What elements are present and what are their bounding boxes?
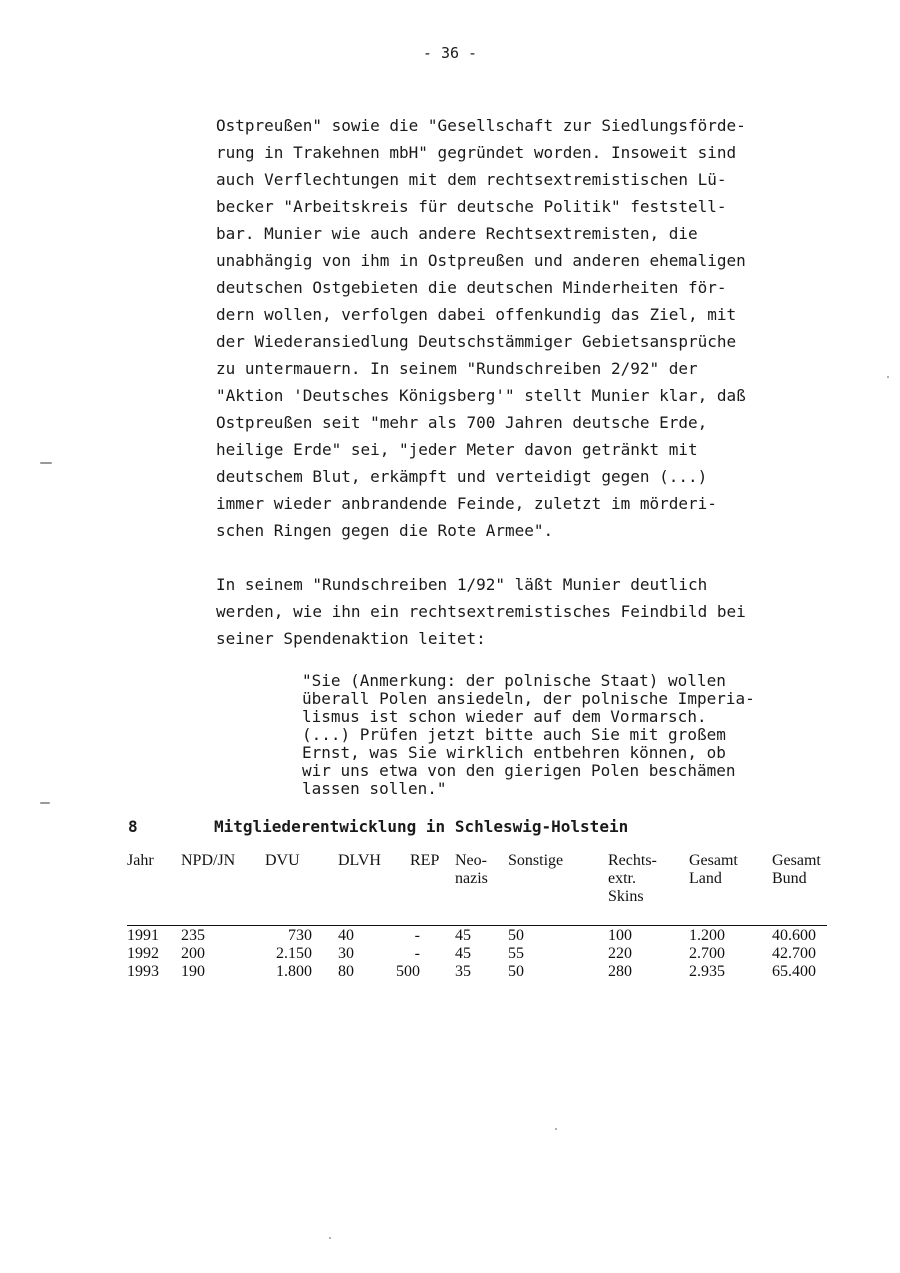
quote-line: (...) Prüfen jetzt bitte auch Sie mit großem: [302, 725, 726, 744]
cell-year: 1993: [127, 963, 159, 980]
text-line: rung in Trakehnen mbH" gegründet worden. Insoweit sind: [216, 143, 737, 162]
table-row: [127, 927, 837, 945]
column-header: Rechts- extr. Skins: [608, 852, 657, 905]
paragraph-1: [216, 112, 816, 544]
table-row: [127, 945, 837, 963]
column-header: DVU: [265, 852, 300, 869]
table-row: [127, 963, 837, 981]
column-header: Gesamt Bund: [772, 852, 821, 887]
text-line: zu untermauern. In seinem "Rundschreiben 2/92" der: [216, 359, 698, 378]
section-title: Mitgliederentwicklung in Schleswig-Holstein: [214, 817, 629, 836]
section-number: 8: [128, 817, 138, 836]
text-line: auch Verflechtungen mit dem rechtsextremistischen Lü-: [216, 170, 727, 189]
column-header: DLVH: [338, 852, 381, 869]
cell-gesamt-bund: 40.600: [772, 927, 816, 944]
column-header: Sonstige: [508, 852, 564, 869]
cell-neonazis: 35: [455, 963, 471, 980]
text-line: "Aktion 'Deutsches Königsberg'" stellt Munier klar, daß: [216, 386, 746, 405]
cell-neonazis: 45: [455, 945, 471, 962]
cell-sonstige: 50: [508, 927, 524, 944]
quote-line: wir uns etwa von den gierigen Polen beschämen: [302, 761, 736, 780]
text-line: der Wiederansiedlung Deutschstämmiger Gebietsansprüche: [216, 332, 737, 351]
text-line: immer wieder anbrandende Feinde, zuletzt im mörderi-: [216, 494, 717, 513]
cell-dvu: 2.150: [276, 945, 312, 962]
cell-rep: -: [414, 927, 420, 944]
cell-gesamt-land: 2.935: [689, 963, 725, 980]
cell-dlvh: 40: [338, 927, 354, 944]
column-header: Jahr: [127, 852, 154, 869]
cell-gesamt-land: 2.700: [689, 945, 725, 962]
scan-mark: [329, 1237, 331, 1239]
column-header: NPD/JN: [181, 852, 236, 869]
text-line: seiner Spendenaktion leitet:: [216, 629, 486, 648]
column-header: Gesamt Land: [689, 852, 738, 887]
text-line: dern wollen, verfolgen dabei offenkundig das Ziel, mit: [216, 305, 737, 324]
cell-dlvh: 80: [338, 963, 354, 980]
cell-dvu: 1.800: [276, 963, 312, 980]
column-header: Neo- nazis: [455, 852, 488, 887]
cell-npd: 200: [181, 945, 205, 962]
table-rule: [127, 925, 827, 926]
cell-sonstige: 50: [508, 963, 524, 980]
cell-sonstige: 55: [508, 945, 524, 962]
cell-npd: 190: [181, 963, 205, 980]
cell-year: 1992: [127, 945, 159, 962]
cell-skins: 280: [608, 963, 632, 980]
text-line: heilige Erde" sei, "jeder Meter davon getränkt mit: [216, 440, 698, 459]
cell-year: 1991: [127, 927, 159, 944]
quote-line: "Sie (Anmerkung: der polnische Staat) wollen: [302, 671, 726, 690]
text-line: schen Ringen gegen die Rote Armee".: [216, 521, 554, 540]
body-text: [216, 112, 816, 652]
block-quote: [302, 672, 822, 798]
text-line: Ostpreußen seit "mehr als 700 Jahren deutsche Erde,: [216, 413, 708, 432]
cell-npd: 235: [181, 927, 205, 944]
cell-skins: 220: [608, 945, 632, 962]
scan-mark: [887, 376, 889, 378]
cell-dvu: 730: [288, 927, 312, 944]
scan-mark: [555, 1128, 557, 1130]
text-line: deutschen Ostgebieten die deutschen Minderheiten för-: [216, 278, 727, 297]
quote-line: lassen sollen.": [302, 779, 447, 798]
text-line: becker "Arbeitskreis für deutsche Politik" feststell-: [216, 197, 727, 216]
cell-gesamt-bund: 42.700: [772, 945, 816, 962]
scan-mark: [40, 462, 52, 464]
text-line: unabhängig von ihm in Ostpreußen und anderen ehemaligen: [216, 251, 746, 270]
paragraph-2: [216, 571, 816, 652]
cell-neonazis: 45: [455, 927, 471, 944]
page-number: - 36 -: [422, 44, 478, 62]
cell-skins: 100: [608, 927, 632, 944]
quote-line: überall Polen ansiedeln, der polnische Imperia-: [302, 689, 755, 708]
quote-line: Ernst, was Sie wirklich entbehren können, ob: [302, 743, 726, 762]
text-line: bar. Munier wie auch andere Rechtsextremisten, die: [216, 224, 698, 243]
cell-dlvh: 30: [338, 945, 354, 962]
quote-line: lismus ist schon wieder auf dem Vormarsch.: [302, 707, 707, 726]
cell-gesamt-bund: 65.400: [772, 963, 816, 980]
text-line: Ostpreußen" sowie die "Gesellschaft zur Siedlungsförde-: [216, 116, 746, 135]
scan-mark: [40, 802, 50, 804]
cell-rep: -: [414, 945, 420, 962]
text-line: werden, wie ihn ein rechtsextremistisches Feindbild bei: [216, 602, 746, 621]
cell-rep: 500: [396, 963, 420, 980]
text-line: In seinem "Rundschreiben 1/92" läßt Munier deutlich: [216, 575, 708, 594]
cell-gesamt-land: 1.200: [689, 927, 725, 944]
column-header: REP: [410, 852, 440, 869]
text-line: deutschem Blut, erkämpft und verteidigt gegen (...): [216, 467, 708, 486]
